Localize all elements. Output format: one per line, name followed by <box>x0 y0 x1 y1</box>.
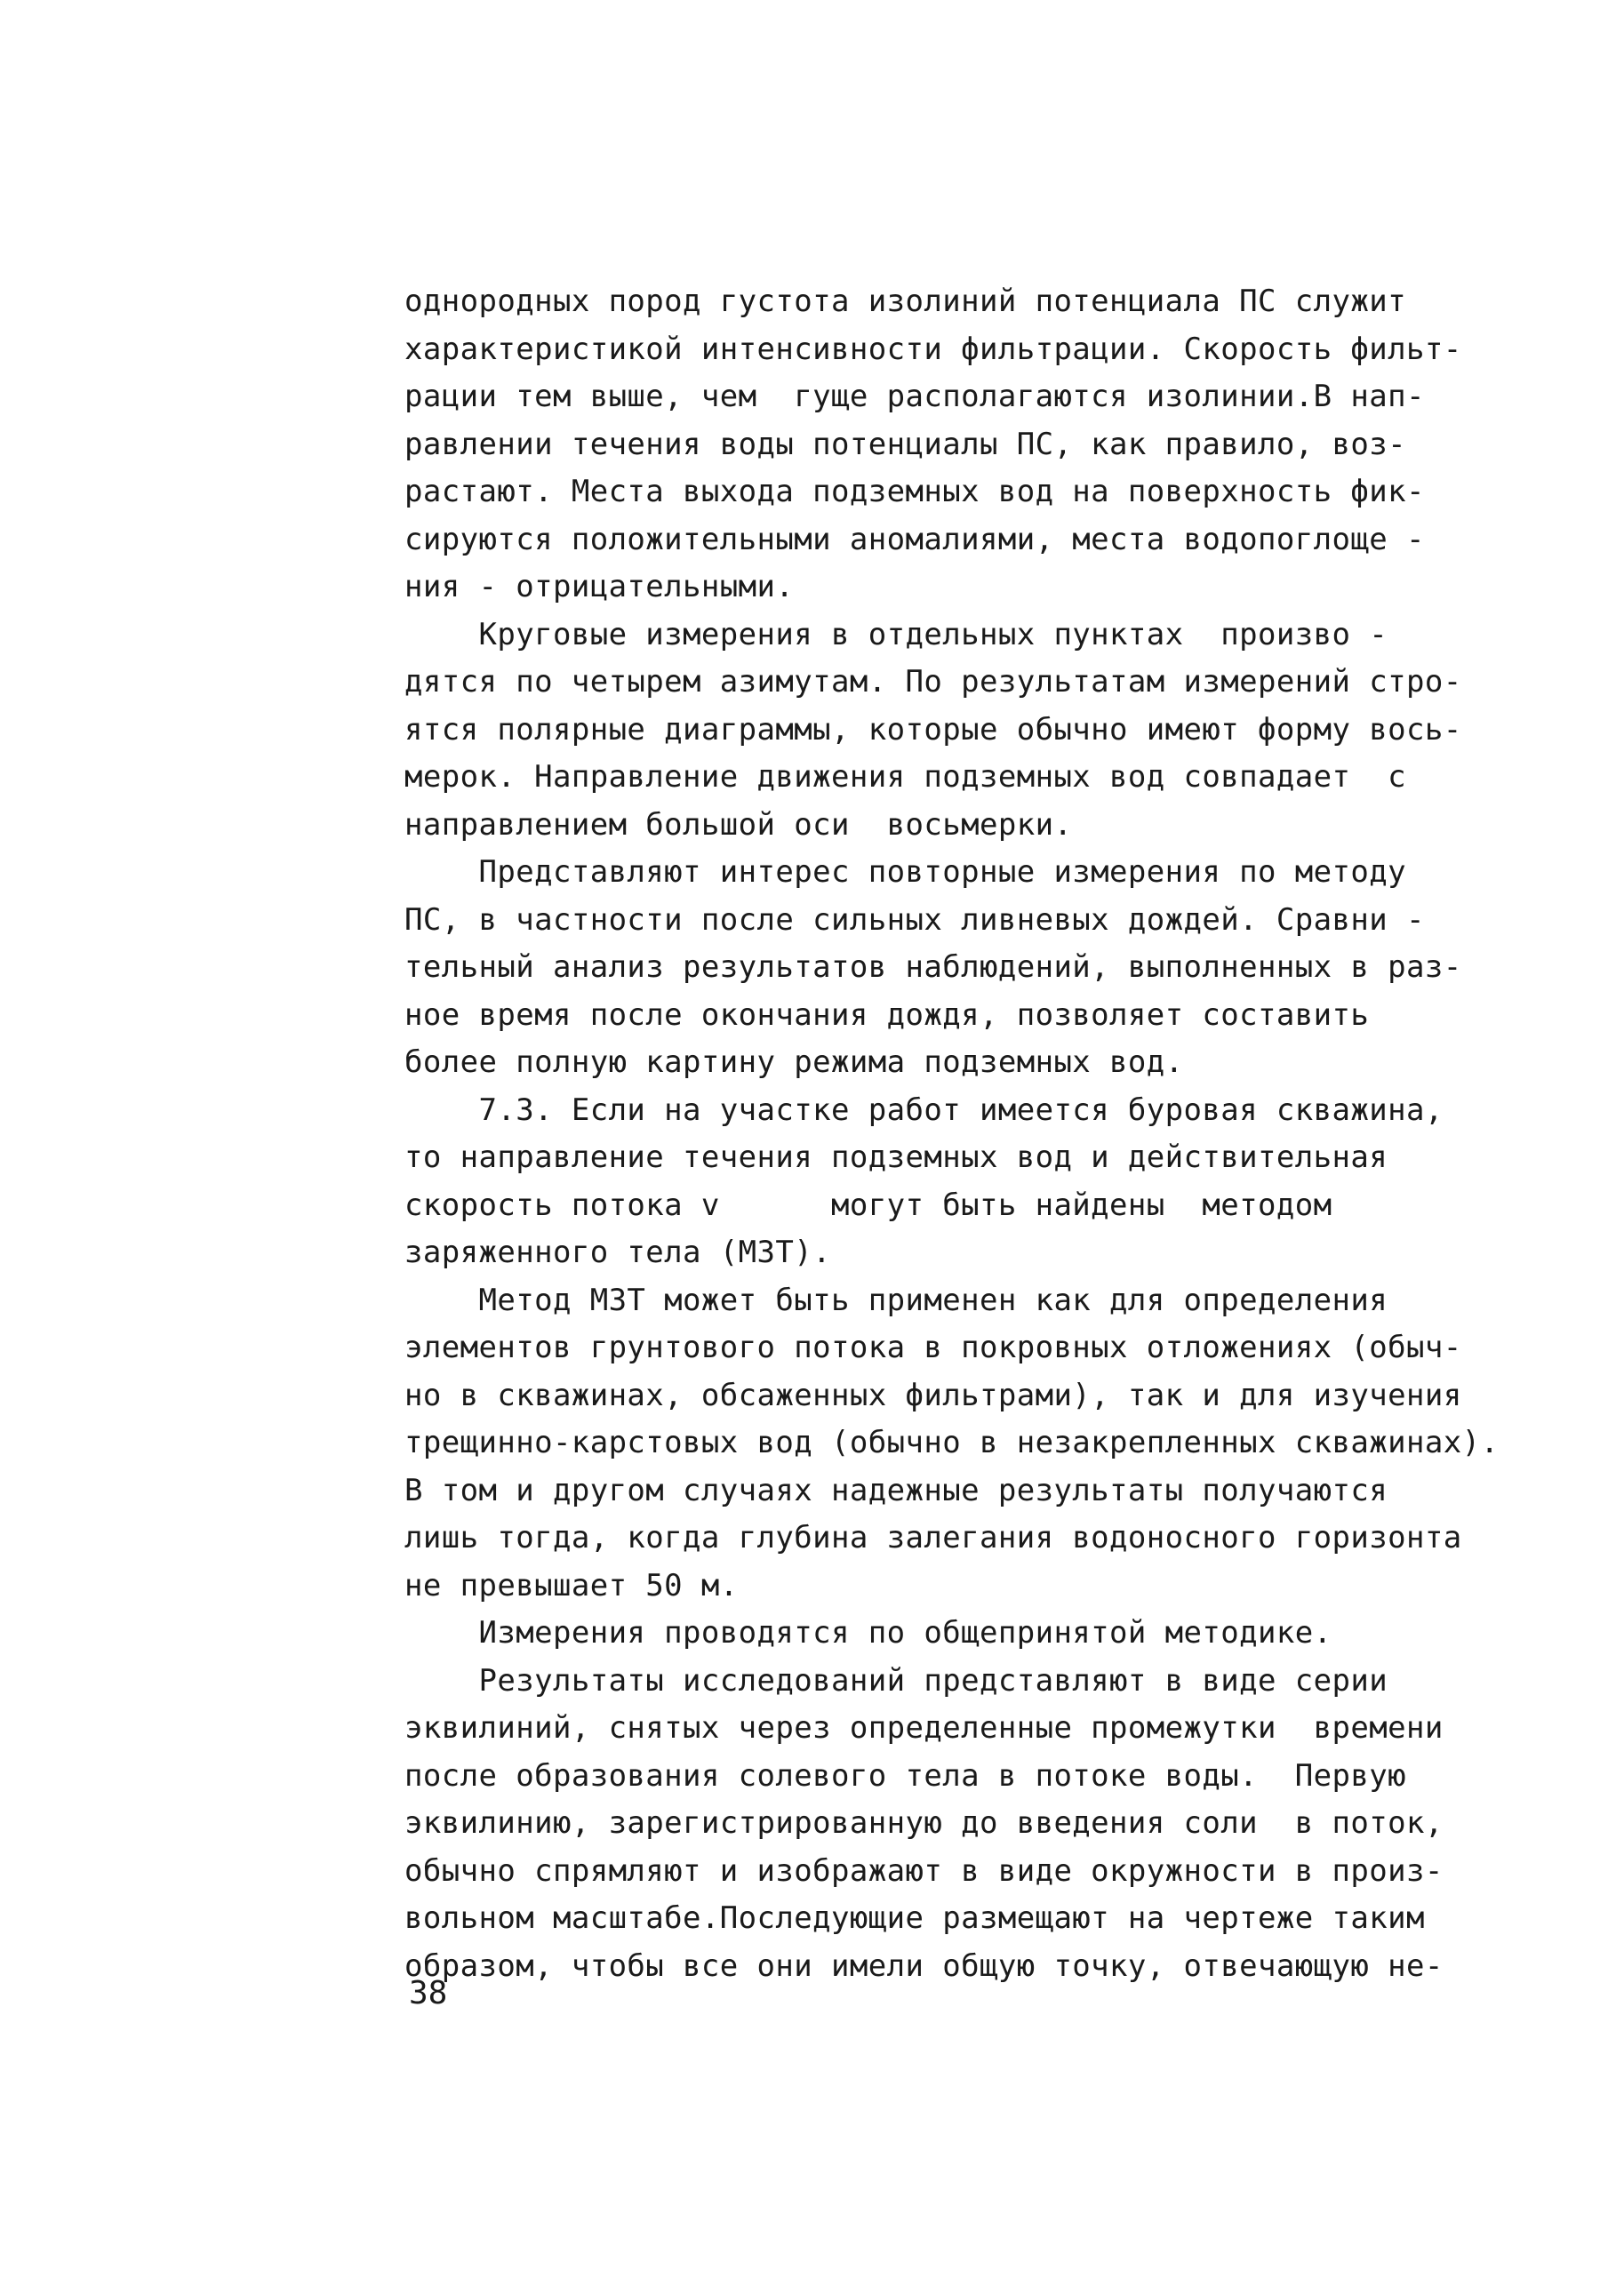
text-line: ное время после окончания дождя, позволяет составить <box>404 996 1370 1033</box>
text-line: Представляют интерес повторные измерения по методу <box>404 854 1406 890</box>
text-line: ния - отрицательными. <box>404 569 795 604</box>
text-line: трещинно-карстовых вод (обычно в незакрепленных скважинах). <box>404 1425 1500 1460</box>
text-line: элементов грунтового потока в покровных отложениях (обыч- <box>404 1330 1462 1365</box>
text-line: однородных пород густота изолиний потенциала ПС служит <box>404 284 1406 319</box>
text-line: более полную картину режима подземных вод. <box>404 1044 1184 1080</box>
text-line: скорость потока v могут быть найдены методом <box>404 1187 1332 1223</box>
text-line: рации тем выше, чем гуще располагаются изолинии.В нап- <box>404 379 1425 414</box>
text-line: мерок. Направление движения подземных вод совпадает с <box>404 759 1406 795</box>
text-line: равлении течения воды потенциалы ПС, как правило, воз- <box>404 426 1406 462</box>
text-line: не превышает 50 м. <box>404 1567 739 1603</box>
text-line: 7.3. Если на участке работ имеется буровая скважина, <box>404 1092 1444 1128</box>
text-line: образом, чтобы все они имели общую точку, отвечающую не- <box>404 1947 1444 1984</box>
text-line: эквилиний, снятых через определенные промежутки времени <box>404 1710 1444 1746</box>
text-line: Результаты исследований представляют в виде серии <box>404 1662 1388 1699</box>
text-line: В том и другом случаях надежные результаты получаются <box>404 1472 1388 1508</box>
text-line: дятся по четырем азимутам. По результатам измерений стро- <box>404 664 1462 700</box>
text-line: Круговые измерения в отдельных пунктах произво - <box>404 616 1388 652</box>
text-line: лишь тогда, когда глубина залегания водоносного горизонта <box>404 1520 1462 1555</box>
page-number: 38 <box>409 1975 448 2011</box>
text-line: тельный анализ результатов наблюдений, выполненных в раз- <box>404 949 1462 985</box>
text-line: ПС, в частности после сильных ливневых дождей. Сравни - <box>404 901 1425 938</box>
text-line: то направление течения подземных вод и действительная <box>404 1140 1388 1175</box>
text-line: вольном масштабе.Последующие размещают на чертеже таким <box>404 1900 1425 1936</box>
text-line: сируются положительными аномалиями, места водопоглоще - <box>404 521 1425 557</box>
text-line: направлением большой оси восьмерки. <box>404 806 1073 843</box>
text-line: ятся полярные диаграммы, которые обычно имеют форму вось- <box>404 711 1462 748</box>
text-line: после образования солевого тела в потоке воды. Первую <box>404 1757 1406 1794</box>
text-line: Метод МЗТ может быть применен как для определения <box>404 1282 1388 1318</box>
text-line: обычно спрямляют и изображают в виде окружности в произ- <box>404 1852 1444 1889</box>
text-line: заряженного тела (МЗТ). <box>404 1235 832 1270</box>
text-line: Измерения проводятся по общепринятой методике. <box>404 1615 1332 1651</box>
text-line: растают. Места выхода подземных вод на поверхность фик- <box>404 474 1425 509</box>
text-line: эквилинию, зарегистрированную до введения соли в поток, <box>404 1805 1444 1841</box>
text-line: но в скважинах, обсаженных фильтрами), так и для изучения <box>404 1377 1462 1413</box>
body-text <box>404 278 1502 1990</box>
text-line: характеристикой интенсивности фильтрации. Скорость фильт- <box>404 331 1462 367</box>
